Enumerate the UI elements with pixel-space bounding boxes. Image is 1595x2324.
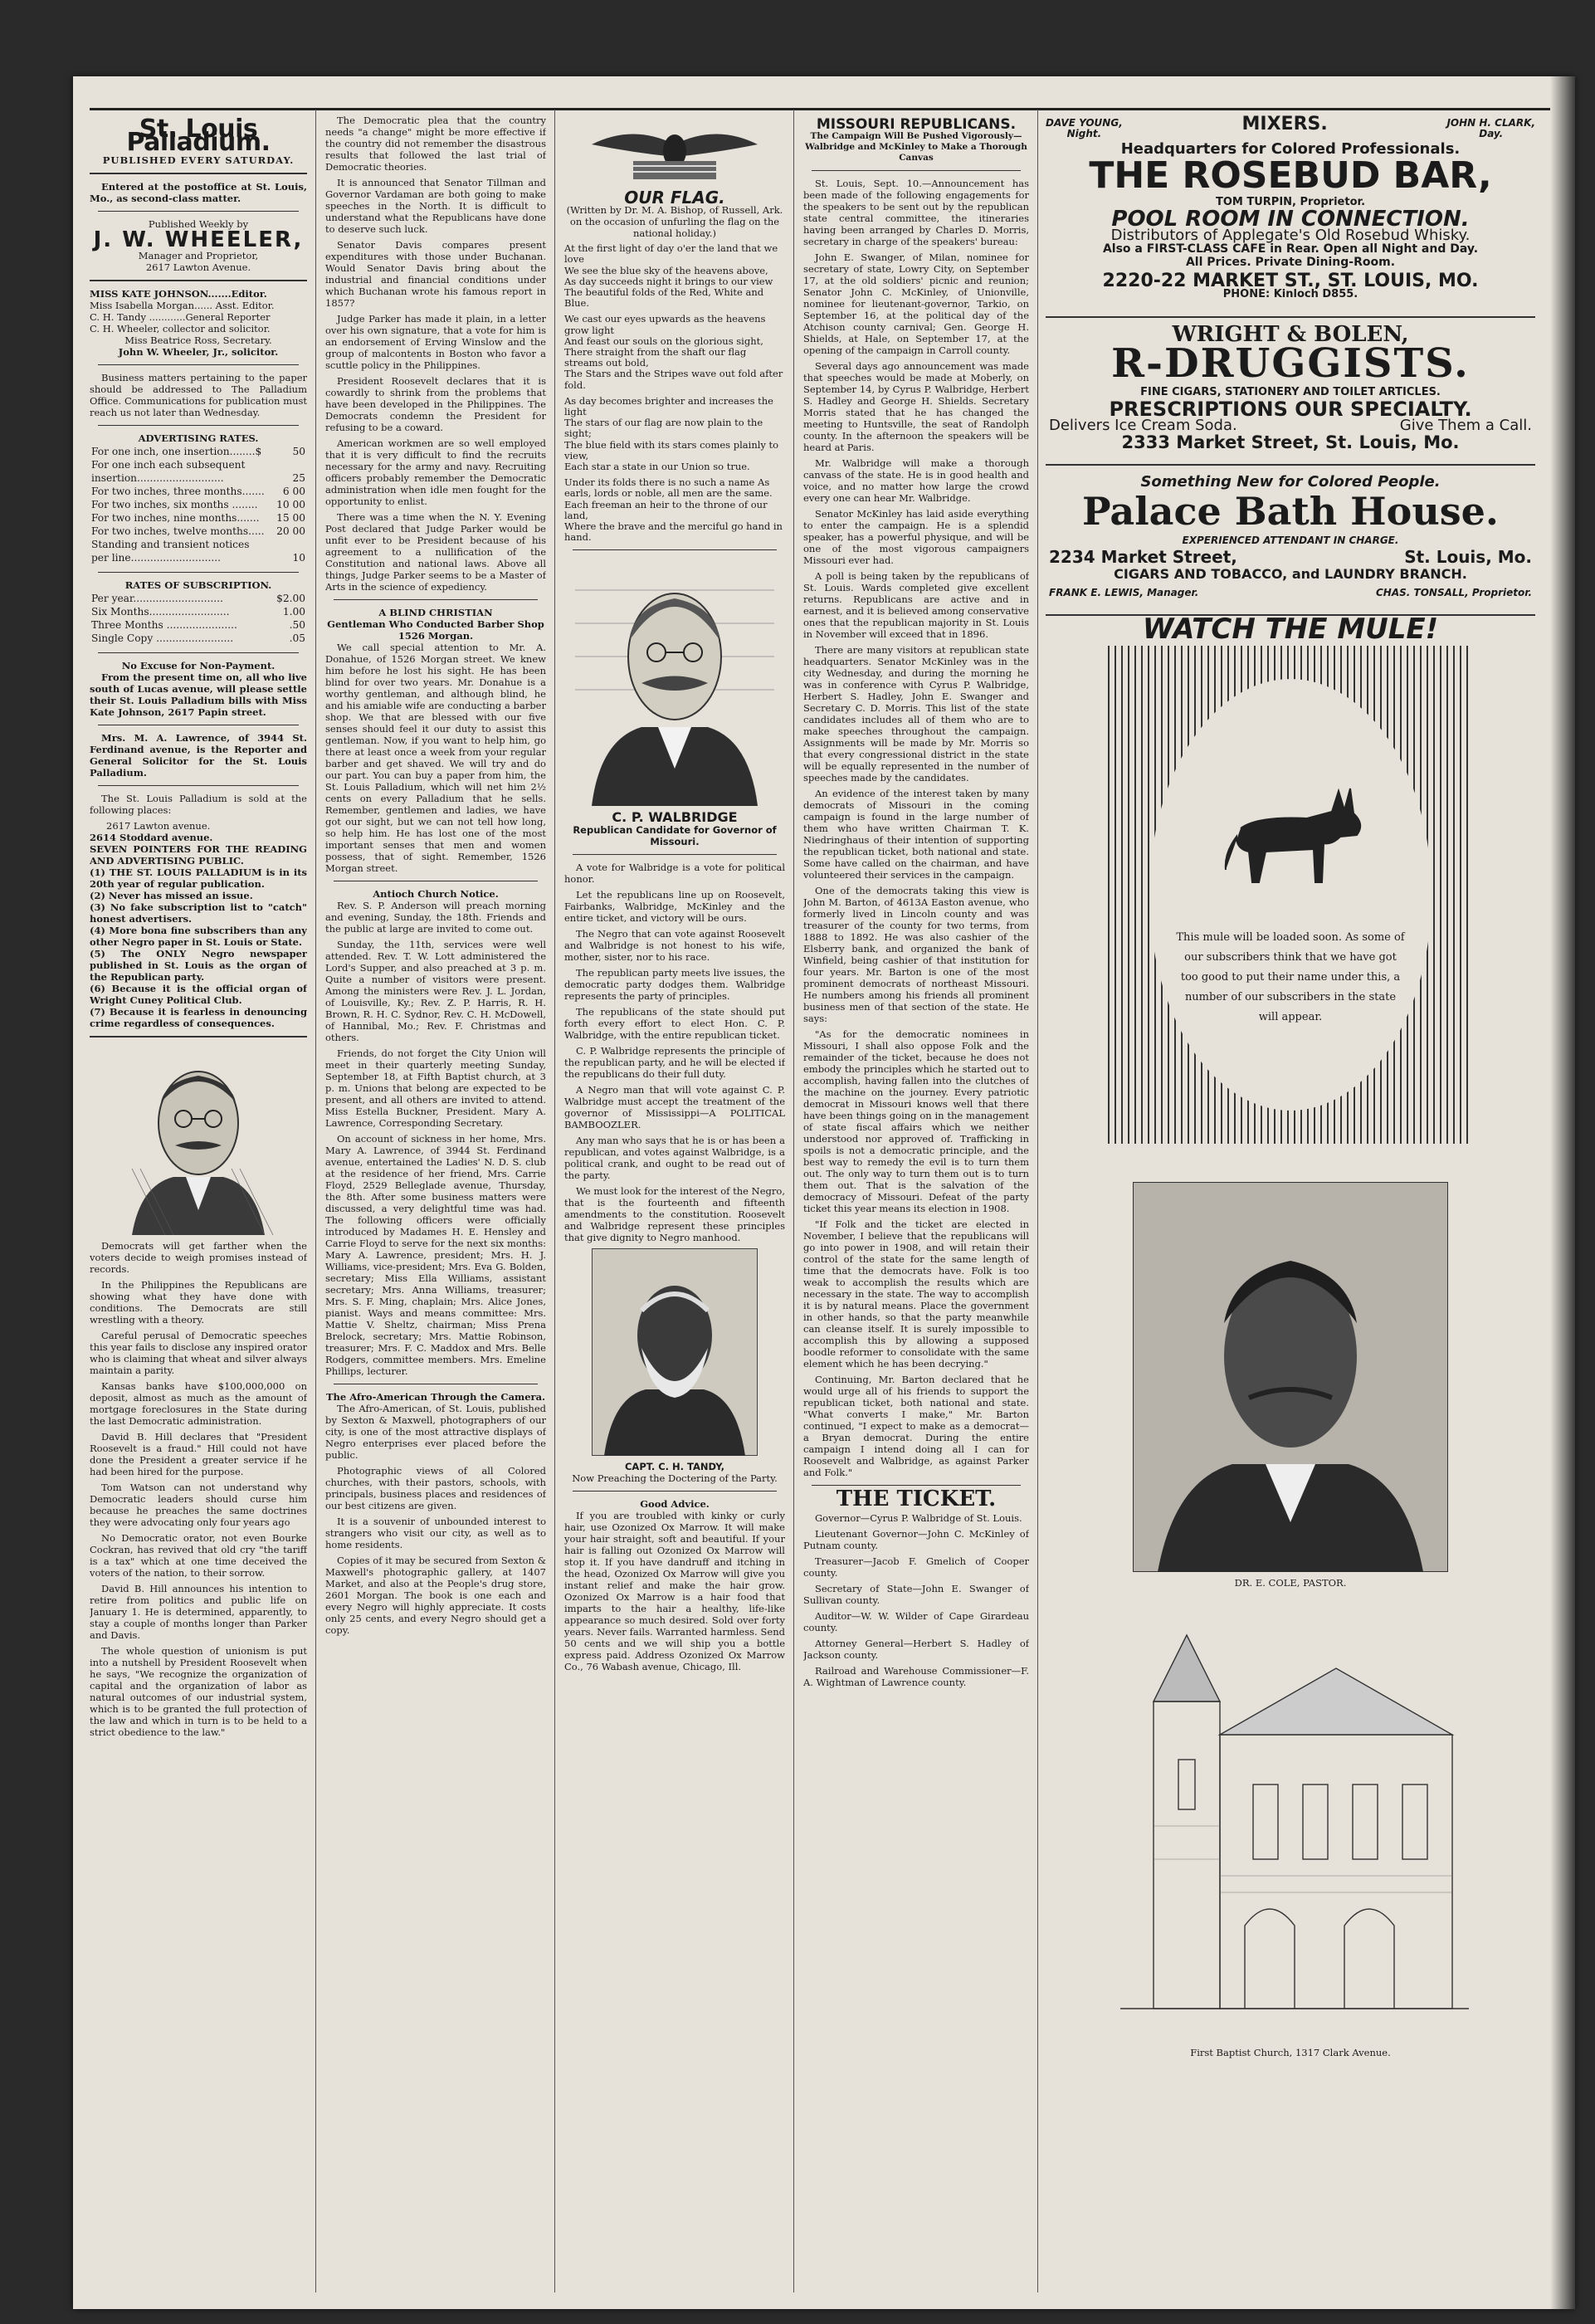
- mule-icon: [1207, 779, 1373, 895]
- poem-line: The stars of our flag are now plain to the sight;: [564, 417, 763, 440]
- article-para: The republican party meets live issues, the democratic party dodges them. Walbridge represents the party of principles.: [564, 967, 785, 1003]
- article-para: There was a time when the N. Y. Evening Post declared that Judge Parker would be unfit ever to be President because of his agreement to a nullification of the Constitution and national laws. Above all things, Judge Parker seems to be a Master of Arts in the science of expediency.: [325, 511, 546, 593]
- pointer-item: (1) THE ST. LOUIS PALLADIUM is in its 20th year of regular publication.: [90, 867, 307, 891]
- palace-name: Palace Bath House.: [1082, 489, 1499, 535]
- article-para: Let the republicans line up on Roosevelt, Fairbanks, Walbridge, McKinley and the entire ticket, and victory will be ours.: [564, 889, 785, 925]
- rosebud-day-label: Day.: [1479, 128, 1504, 139]
- article-para: In the Philippines the Republicans are showing what they have done with conditions. The Democrats are still wrestling with a theory.: [90, 1279, 307, 1326]
- lawrence-note: Mrs. M. A. Lawrence, of 3944 St. Ferdinand avenue, is the Reporter and General Solicitor for the St. Louis Palladium.: [90, 732, 307, 779]
- column-5-ads: [1046, 115, 1535, 2289]
- rate-row: Standing and transient notices: [91, 539, 250, 551]
- divider: [90, 1036, 307, 1038]
- poem-line: We cast our eyes upwards as the heavens grow light: [564, 313, 766, 336]
- poem-line: Each star a state in our Union so true.: [564, 460, 750, 472]
- article-para: John E. Swanger, of Milan, nominee for secretary of state, Lowry City, on September 17, at the old soldiers' picnic and reunion; Senator John C. McKinley, of Unionville, nominee for lieutenant-governor, Tarkio, on September 16, at the political day of the Atchison county carnival; Gen. George H. Shields, at Hale, on September 17, at the opening of the campaign in Carroll county.: [803, 251, 1029, 357]
- article-para: The Negro that can vote against Roosevelt and Walbridge is not honest to his wife, mother, sister, nor to his race.: [564, 928, 785, 964]
- rosebud-night-label: Night.: [1066, 128, 1102, 139]
- pointer-item: (6) Because it is the official organ of Wright Cuney Political Club.: [90, 983, 307, 1007]
- advertising-heading: ADVERTISING RATES.: [138, 432, 259, 445]
- advice-text: If you are troubled with kinky or curly hair, use Ozonized Ox Marrow. It will make your hair straight, soft and beautiful. If your hair is falling out Ozonized Ox Marrow will stop it. If you have dandruff and itching in the head, Ozonized Ox Marrow will give you instant relief and make the hair grow. Ozonized Ox Marrow is a hair food that imparts to the hair a healthy, life-like appearance so much desired. Sold over forty years. Never fails. Warranted harmless. Send 50 cents and we will ship you a bottle express paid. Address Ozonized Ox Marrow Co., 76 Wabash avenue, Chicago, Ill.: [564, 1510, 785, 1673]
- divider: [98, 211, 299, 212]
- article-para: St. Louis, Sept. 10.—Announcement has been made of the following engagements for the speakers to be sent out by the republican state central committee, the itineraries having been arranged by Charles D. Morris, secretary in charge of the speakers' bureau:: [803, 178, 1029, 248]
- ticket-item: Attorney General—Herbert S. Hadley of Jackson county.: [803, 1638, 1029, 1662]
- pointer-item: (2) Never has missed an issue.: [90, 890, 253, 902]
- divider: [98, 572, 299, 573]
- divider: [98, 652, 299, 653]
- flag-poem: [564, 243, 785, 543]
- afro-para: Copies of it may be secured from Sexton & Maxwell's photographic gallery, at 1407 Market, and also at the People's drug store, 2601 Morgan. The book is one each and every Negro will highly appreciate. It costs only 25 cents, and every Negro should get a copy.: [325, 1555, 546, 1636]
- newspaper-page: [73, 76, 1575, 2309]
- article-para: There are many visitors at republican state headquarters. Senator McKinley was in the city Wednesday, and during the morning he was in conference with Cyrus P. Walbridge, Herbert S. Hadley, John E. Swanger and Secretary C. D. Morris. This list of the state candidates includes all of them who are to make speeches throughout the campaign. Assignments will be made by Mr. Morris so that every congressional district in the state will be equally represented in the number of speeches made by the candidates.: [803, 644, 1029, 784]
- palace-cigars: CIGARS AND TOBACCO, and LAUNDRY BRANCH.: [1114, 565, 1467, 582]
- afro-heading: The Afro-American Through the Camera.: [325, 1391, 546, 1403]
- poem-line: The Stars and the Stripes wave out fold after fold.: [564, 368, 783, 391]
- rosebud-ad: [1046, 115, 1535, 310]
- flag-byline: (Written by Dr. M. A. Bishop, of Russell, Ark. on the occasion of unfurling the flag on the national holiday.): [566, 204, 783, 240]
- top-rule: [90, 108, 1558, 110]
- rate-row: For one inch, one insertion........$ 50: [91, 446, 305, 458]
- entered-note: Entered at the postoffice at St. Louis, Mo., as second-class matter.: [90, 181, 307, 205]
- divider: [573, 854, 777, 855]
- wright-delivers: Delivers Ice Cream Soda.: [1049, 417, 1237, 435]
- ticket-item: Auditor—W. W. Wilder of Cape Girardeau county.: [803, 1610, 1029, 1634]
- rosebud-address: 2220-22 MARKET ST., ST. LOUIS, MO.: [1102, 270, 1479, 291]
- article-para: An evidence of the interest taken by many democrats of Missouri in the coming campaign is found in the large number of them who have written Chairman T. K. Niedringhaus of their intention of supporting the republican ticket, both national and state. Some have called on the chairman, and have volunteered their services in the campaign.: [803, 788, 1029, 881]
- divider: [90, 280, 307, 281]
- masthead-title: St. Louis Palladium.: [126, 115, 271, 158]
- ticket-item: Treasurer—Jacob F. Gmelich of Cooper county.: [803, 1555, 1029, 1579]
- article-para: Continuing, Mr. Barton declared that he would urge all of his friends to support the republican ticket, both national and state. "What converts I make," Mr. Barton continued, "I expect to make as a democrat—a Bryan democrat. During the entire campaign I intend doing all I can for Roosevelt and Walbridge, as against Parker and Folk.": [803, 1374, 1029, 1479]
- cole-caption: DR. E. COLE, PASTOR.: [1234, 1576, 1347, 1589]
- article-para: Kansas banks have $100,000,000 on deposit, almost as much as the amount of mortgage foreclosures in the State during the last Democratic administration.: [90, 1380, 307, 1428]
- no-excuse-text: From the present time on, all who live south of Lucas avenue, will please settle their St. Louis Palladium bills with Miss Kate Johnson, 2617 Papin street.: [90, 671, 307, 719]
- publisher-name: J. W. WHEELER,: [93, 227, 304, 253]
- rate-row: For two inches, three months....... 6 00: [91, 486, 305, 498]
- mule-heading: WATCH THE MULE!: [1142, 612, 1439, 646]
- antioch-para: On account of sickness in her home, Mrs. Mary A. Lawrence, of 3944 St. Ferdinand avenue, entertained the Ladies' N. D. S. club at the residence of her friend, Mrs. Carrie Floyd, 2529 Belleglade avenue, Thursday, the 8th. After some business matters were discussed, a very delightful time was had. The following officers were officially introduced by Madames H. E. Hensley and Carrie Floyd to serve for the next six months: Mary A. Lawrence, president; Mrs. H. J. Williams, vice-president; Mrs. Eva G. Bolden, secretary; Miss Ella Williams, assistant secretary; Mrs. Anna Williams, treasurer; Mrs. S. F. Ming, chaplain; Mrs. Alice Jones, pianist. Ways and means committee: Mrs. Mattie V. Sheltz, chairman; Miss Prena Brelock, secretary; Mrs. Mattie Robinson, treasurer; Mrs. F. C. Maddox and Mrs. Belle Rodgers, committee members. Mrs. Emeline Phillips, lecturer.: [325, 1133, 546, 1377]
- palace-attendant: EXPERIENCED ATTENDANT IN CHARGE.: [1182, 535, 1399, 547]
- pointers-list: [90, 867, 307, 1029]
- blind-text: We call special attention to Mr. A. Donahue, of 1526 Morgan street. We knew him before he lost his sight. He has been blind for over two years. Mr. Donahue is a worthy gentleman, and although blind, he and his amiable wife are conducting a barber shop. We that are blessed with our five senses should feel it our duty to assist this gentleman. Now, if you want to help him, go there at least once a week from your regular barber and get shaved. We will try and do our part. You can buy a paper from him, the St. Louis Palladium, which will net him 2½ cents on every Palladium that he sells. Remember, gentlemen and ladies, we have got our sight, but we can not tell how long, so help him. He has lost one of the most important senses that men and women possess, that of sight. Remember, 1526 Morgan street.: [325, 642, 546, 874]
- antioch-para: Rev. S. P. Anderson will preach morning and evening, Sunday, the 18th. Friends and the public at large are invited to come out.: [325, 900, 546, 935]
- rate-row: For two inches, twelve months..... 20 00: [91, 525, 305, 538]
- poem-line: We see the blue sky of the heavens above,: [564, 264, 768, 276]
- article-para: Senator Davis compares present expenditures with those under Buchanan. Would Senator Davis bring about the industrial and financial conditions under which Buchanan wrote his famous report in 1857?: [325, 239, 546, 309]
- divider: [812, 1485, 1021, 1486]
- published-by: Published Weekly by: [148, 218, 249, 231]
- antioch-para: Friends, do not forget the City Union will meet in their quarterly meeting Sunday, September 18, at Fifth Baptist church, at 3 p. m. Unions that belong are expected to be present, and all others are invited to attend. Miss Estella Buckner, President. Mary A. Lawrence, Corresponding Secretary.: [325, 1047, 546, 1129]
- column-divider: [793, 110, 794, 2292]
- staff-item: MISS KATE JOHNSON.......Editor.: [90, 288, 267, 300]
- rosebud-mixers: MIXERS.: [1241, 115, 1328, 134]
- poem-line: As day succeeds night it brings to our view: [564, 275, 773, 287]
- article-para: "As for the democratic nominees in Missouri, I shall also oppose Folk and the remainder of the ticket, because he does not embody the principles which he started out to accomplish, having fallen into the clutches of the machine on the journey. Every patriotic democrat in Missouri knows well that there have been things going on in the management of state fiscal affairs which we neither understood nor approved of. Trafficking in spoils is not a democratic principle, and the best way to remedy the evil is to turn them out. The only way to turn them out is to turn them out. That is the salvation of the democracy of Missouri. Defeat of the party ticket this year means its election in 1908.: [803, 1028, 1029, 1215]
- poem-line: There straight from the shaft our flag streams out bold,: [564, 345, 747, 369]
- column-divider: [315, 110, 316, 2292]
- poem-line: Each freeman an heir to the throne of our land,: [564, 498, 768, 521]
- tandy-portrait-illustration: [592, 1248, 758, 1456]
- rosebud-proprietor: TOM TURPIN, Proprietor.: [1215, 196, 1366, 209]
- article-para: It is announced that Senator Tillman and Governor Vardaman are both going to make speeches in the North. It is difficult to understand what the Republicans have done to deserve such luck.: [325, 177, 546, 235]
- divider: [334, 599, 538, 600]
- article-para: Democrats will get farther when the voters decide to weigh promises instead of records.: [90, 1240, 307, 1276]
- blind-subheading: Gentleman Who Conducted Barber Shop 1526 Morgan.: [327, 618, 544, 642]
- article-para: President Roosevelt declares that it is cowardly to shrink from the problems that have been developed in the Philippines. The Democrats condemn the President for refusing to be a coward.: [325, 375, 546, 433]
- advice-heading: Good Advice.: [640, 1498, 710, 1511]
- subscription-rates-table: [90, 591, 307, 646]
- afro-para: Photographic views of all Colored churches, with their pastors, schools, with principals, business places and residences of our best citizens are given.: [325, 1465, 546, 1511]
- article-para: "If Folk and the ticket are elected in November, I believe that the republicans will go into power in 1908, and will retain their control of the state for the same length of time that the democrats have. Folk is too weak to accomplish the results which are necessary in the state. The way to accomplish it is by natural means. Place the government in other hands, so that the party meanwhile can cleanse itself. It is surely impossible to accomplish this by allowing a supposed boodle reformer to consolidate with the same element which he has been decrying.": [803, 1218, 1029, 1370]
- article-para: Mr. Walbridge will make a thorough canvass of the state. He is in good health and voice, and no matter how large the crowd every one can hear Mr. Walbridge.: [803, 457, 1029, 505]
- divider: [98, 425, 299, 426]
- divider: [98, 364, 299, 365]
- divider: [573, 549, 777, 550]
- article-para: Tom Watson can not understand why Democratic leaders should curse him because he preaches the same doctrines they were advocating only four years ago: [90, 1482, 307, 1529]
- wright-druggists: R-DRUGGISTS.: [1111, 339, 1470, 387]
- column-2: [325, 115, 546, 2289]
- article-para: A poll is being taken by the republicans of St. Louis. Wards completed give excellent returns. Republicans are active and in earnest, and it is believed among conservative ones that the republican majority in St. Louis in November will exceed that in 1896.: [803, 570, 1029, 641]
- rate-row: Single Copy ........................ .05: [91, 632, 305, 645]
- article-para: The republicans of the state should put forth every effort to elect Hon. C. P. Walbridge, with the entire republican ticket.: [564, 1006, 785, 1042]
- tandy-subcaption: Now Preaching the Doctering of the Party.: [572, 1472, 778, 1485]
- poem-line: The blue field with its stars comes plainly to view,: [564, 438, 779, 461]
- divider: [812, 170, 1021, 171]
- divider: [1046, 464, 1535, 466]
- afro-para: It is a souvenir of unbounded interest to strangers who visit our city, as well as to home residents.: [325, 1516, 546, 1550]
- article-para: C. P. Walbridge represents the principle of the republican party, and he will be elected if the republicans do their full duty.: [564, 1045, 785, 1081]
- staff-item: Miss Isabella Morgan...... Asst. Editor.: [90, 300, 275, 312]
- missouri-heading: MISSOURI REPUBLICANS.: [816, 116, 1017, 133]
- eagle-flag-icon: [583, 120, 766, 186]
- rosebud-day-mixer: JOHN H. CLARK,: [1446, 117, 1535, 129]
- article-para: Senator McKinley has laid aside everything to enter the campaign. He is a splendid speaker, has a powerful physique, and will be one of the most vigorous campaigners Missouri ever had.: [803, 508, 1029, 567]
- page-edge: [1550, 76, 1575, 2309]
- divider: [1046, 316, 1535, 318]
- wright-address: 2333 Market Street, St. Louis, Mo.: [1121, 432, 1460, 453]
- ticket-item: Governor—Cyrus P. Walbridge of St. Louis.: [815, 1512, 1022, 1525]
- rosebud-hq: Headquarters for Colored Professionals.: [1120, 140, 1461, 158]
- article-para: Any man who says that he is or has been a republican, and votes against Walbridge, is a political crank, and ought to be read out of the party.: [564, 1135, 785, 1182]
- antioch-heading: Antioch Church Notice.: [373, 888, 499, 900]
- rate-row: For two inches, six months ........ 10 00: [91, 499, 305, 511]
- column-divider: [554, 110, 555, 2292]
- missouri-subheading: The Campaign Will Be Pushed Vigorously—Walbridge and McKinley to Make a Thorough Canvas: [805, 131, 1027, 164]
- church-illustration: [1095, 1610, 1485, 2042]
- blind-heading: A BLIND CHRISTIAN: [378, 607, 493, 618]
- business-note: Business matters pertaining to the paper should be addressed to The Palladium Office. Communications for publication must reach us not later than Wednesday.: [90, 372, 307, 419]
- rosebud-prices: All Prices. Private Dining-Room.: [1185, 256, 1396, 270]
- masthead-subtitle: PUBLISHED EVERY SATURDAY.: [102, 154, 295, 167]
- mule-box: [1108, 646, 1473, 1144]
- article-para: David B. Hill announces his intention to retire from politics and public life on January 1. He is determined, apparently, to stay a couple of months longer than Parker and Davis.: [90, 1583, 307, 1642]
- rosebud-cafe: Also a FIRST-CLASS CAFE in Rear. Open all Night and Day.: [1102, 242, 1479, 256]
- wright-call: Give Them a Call.: [1399, 417, 1532, 435]
- rate-row: Three Months ...................... .50: [91, 619, 305, 632]
- rate-row: per line............................ 10: [91, 552, 305, 564]
- rosebud-phone: PHONE: Kinloch D855.: [1222, 287, 1358, 300]
- ticket-item: Railroad and Warehouse Commissioner—F. A. Wightman of Lawrence county.: [803, 1665, 1029, 1689]
- article-para: Several days ago announcement was made that speeches would be made at Moberly, on September 14, by Cyrus P. Walbridge, Herbert S. Hadley and George H. Shields. Secretary Morris stated that he has changed the meeting to Huntsville, the seat of Randolph county. In the afternoon the speakers will be heard at Paris.: [803, 360, 1029, 454]
- subscription-heading: RATES OF SUBSCRIPTION.: [124, 579, 272, 592]
- rate-row: insertion........................... 25: [91, 472, 305, 485]
- article-para: David B. Hill declares that "President Roosevelt is a fraud." Hill could not have done the President a greater service if he had been hired for the purpose.: [90, 1431, 307, 1478]
- article-para: We must look for the interest of the Negro, that is the fourteenth and fifteenth amendments to the constitution. Roosevelt and Walbridge represent these principles that give dignity to Negro manhood.: [564, 1185, 785, 1244]
- palace-address-city: St. Louis, Mo.: [1404, 547, 1532, 568]
- wright-prescriptions: PRESCRIPTIONS OUR SPECIALTY.: [1109, 397, 1472, 421]
- pointer-item: (5) The ONLY Negro newspaper published in St. Louis as the organ of the Republican party.: [90, 948, 307, 984]
- advertising-rates-table: [90, 444, 307, 565]
- palace-bath-ad: [1046, 472, 1535, 607]
- staff-item: John W. Wheeler, Jr., solicitor.: [118, 346, 279, 359]
- poem-line: The beautiful folds of the Red, White and Blue.: [564, 286, 764, 310]
- poem-line: And feast our souls on the glorious sight,: [564, 334, 763, 347]
- rate-row: For one inch each subsequent: [91, 459, 246, 471]
- article-para: The Democratic plea that the country needs "a change" might be more effective if the country did not remember the disastrous results that followed the last trial of Democratic theories.: [325, 115, 546, 173]
- ticket-item: Lieutenant Governor—John C. McKinley of Putnam county.: [803, 1528, 1029, 1552]
- column-4: [803, 115, 1029, 2289]
- poem-line: Under its folds there is no such a name As earls, lords or noble, all men are the same.: [564, 476, 773, 500]
- rate-row: For two inches, nine months....... 15 00: [91, 512, 305, 525]
- antioch-para: Sunday, the 11th, services were well attended. Rev. T. W. Lott administered the Lord's Supper, and also preached at 3 p. m. Quite a number of visitors were present. Among the ministers were Rev. J. L. Jordan, of Louisville, Ky.; Rev. Z. P. Harris, R. H. Brown, R. H. C. Sydnor, Rev. C. H. McDowell, of Hannibal, Mo.; Rev. F. Christmas and others.: [325, 939, 546, 1043]
- ticket-item: Secretary of State—John E. Swanger of Sullivan county.: [803, 1583, 1029, 1607]
- wright-firm: WRIGHT & BOLEN,: [1172, 321, 1409, 347]
- rosebud-name: THE ROSEBUD BAR,: [1089, 154, 1492, 198]
- column-1: [90, 115, 307, 2289]
- wright-bolen-ad: [1046, 321, 1535, 457]
- rate-row: Per year............................ $2.00: [91, 593, 305, 605]
- divider: [98, 785, 299, 786]
- divider: [90, 173, 307, 174]
- staff-item: C. H. Tandy ............General Reporter: [90, 311, 271, 324]
- article-para: The whole question of unionism is put into a nutshell by President Roosevelt when he says, "We recognize the organization of capital and the organization of labor as natural outcomes of our industrial system, which is to be granted the full protection of the law and which in turn is to be held to a strict obedience to the law.": [90, 1645, 307, 1739]
- rosebud-night-mixer: DAVE YOUNG,: [1046, 117, 1123, 129]
- article-para: Judge Parker has made it plain, in a letter over his own signature, that a vote for him is an endorsement of Erving Winslow and the group of malcontents in Boston who favor a scuttle policy in the Philippines.: [325, 313, 546, 371]
- poem-line: At the first light of day o'er the land that we love: [564, 242, 778, 266]
- roosevelt-portrait-illustration: [115, 1044, 281, 1235]
- poem-line: Where the brave and the merciful go hand in hand.: [564, 520, 783, 544]
- palace-proprietor: CHAS. TONSALL, Proprietor.: [1376, 586, 1532, 598]
- pointer-item: (7) Because it is fearless in denouncing crime regardless of consequences.: [90, 1006, 307, 1030]
- staff-list: [90, 288, 307, 358]
- article-para: American workmen are so well employed that it is very difficult to find the recruits necessary for the army and navy. Recruiting officers probably remember the Democratic administration when idle men fought for the opportunity to enlist.: [325, 437, 546, 507]
- tandy-caption: CAPT. C. H. TANDY,: [624, 1461, 725, 1473]
- walbridge-portrait-illustration: [575, 557, 774, 806]
- column-3: [564, 115, 785, 2289]
- mule-text: This mule will be loaded soon. As some of our subscribers think that we have got too good to put their name under this, a number of our subscribers in the state will appear.: [1176, 930, 1405, 1023]
- column-divider: [1037, 110, 1038, 2292]
- poem-line: As day becomes brighter and increases the light: [564, 394, 773, 417]
- walbridge-subcaption: Republican Candidate for Governor of Missouri.: [573, 824, 777, 848]
- flag-heading: OUR FLAG.: [624, 188, 725, 208]
- rosebud-pool: POOL ROOM IN CONNECTION.: [1111, 207, 1470, 232]
- divider: [573, 1491, 777, 1492]
- walbridge-caption: C. P. WALBRIDGE: [612, 809, 738, 826]
- rate-row: Six Months......................... 1.00: [91, 606, 305, 618]
- pointer-item: (3) No fake subscription list to "catch" honest advertisers.: [90, 901, 307, 925]
- article-para: One of the democrats taking this view is John M. Barton, of 4613A Easton avenue, who formerly lived in Lincoln county and was treasurer of the county for two terms, from 1888 to 1892. He was also cashier of the Elsberry bank, and organized the bank of Winfield, being cashier of that institution for four years. Mr. Barton is one of the most prominent democrats of northeast Missouri. He numbers among his friends all prominent business men of that section of the state. He says:: [803, 885, 1029, 1025]
- publisher-address: 2617 Lawton Avenue.: [145, 261, 251, 274]
- article-para: A Negro man that will vote against C. P. Walbridge must accept the treatment of the governor of Mississippi—A POLITICAL BAMBOOZLER.: [564, 1084, 785, 1131]
- church-caption: First Baptist Church, 1317 Clark Avenue.: [1190, 2046, 1391, 2058]
- rosebud-distributors: Distributors of Applegate's Old Rosebud Whisky.: [1110, 227, 1471, 245]
- afro-para: The Afro-American, of St. Louis, published by Sexton & Maxwell, photographers of our city, is one of the most attractive displays of Negro enterprises ever placed before the public.: [325, 1403, 546, 1461]
- wright-line1: FINE CIGARS, STATIONERY AND TOILET ARTICLES.: [1140, 385, 1441, 398]
- palace-manager: FRANK E. LEWIS, Manager.: [1049, 586, 1199, 598]
- staff-item: Miss Beatrice Ross, Secretary.: [124, 334, 272, 347]
- pointers-heading: SEVEN POINTERS FOR THE READING AND ADVERTISING PUBLIC.: [90, 843, 307, 867]
- place-item: 2617 Lawton avenue.: [106, 820, 211, 832]
- article-para: Careful perusal of Democratic speeches this year fails to disclose any inspired orator who is claiming that wheat and silver always maintain a parity.: [90, 1330, 307, 1377]
- publisher-role: Manager and Proprietor,: [138, 250, 259, 262]
- cole-portrait-illustration: [1133, 1182, 1448, 1572]
- no-excuse-heading: No Excuse for Non-Payment.: [121, 660, 276, 672]
- place-item: 2614 Stoddard avenue.: [90, 832, 213, 844]
- staff-item: C. H. Wheeler, collector and solicitor.: [90, 323, 271, 335]
- palace-address-street: 2234 Market Street,: [1049, 547, 1237, 568]
- article-para: No Democratic orator, not even Bourke Cockran, has revived that old cry "the tariff is a tax" which at one time deceived the voters of the nation, to their sorrow.: [90, 1532, 307, 1579]
- pointer-item: (4) More bona fine subscribers than any other Negro paper in St. Louis or State.: [90, 925, 307, 949]
- article-para: A vote for Walbridge is a vote for political honor.: [564, 862, 785, 886]
- palace-tag: Something New for Colored People.: [1140, 473, 1441, 491]
- ticket-heading: THE TICKET.: [836, 1487, 997, 1512]
- sold-at: The St. Louis Palladium is sold at the following places:: [90, 793, 307, 817]
